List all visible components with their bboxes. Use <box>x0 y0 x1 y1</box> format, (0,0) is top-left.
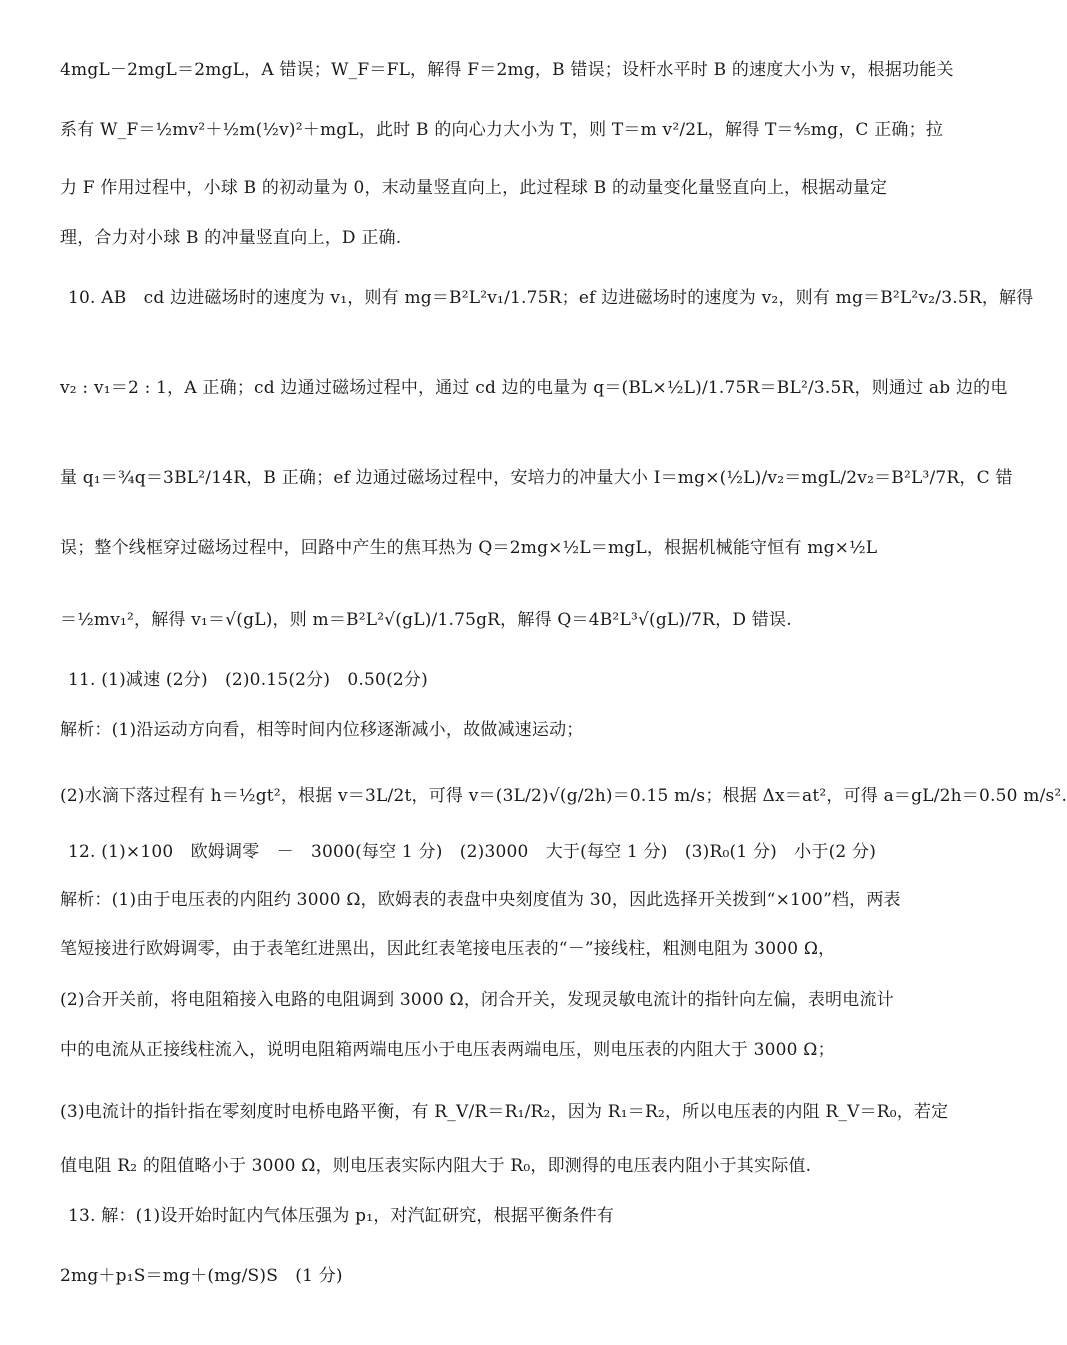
text-line: 2mg＋p₁S＝mg＋(mg/S)S (1 分) <box>60 1266 343 1286</box>
text-line: ＝½mv₁²，解得 v₁＝√(gL)，则 m＝B²L²√(gL)/1.75gR，解得 Q＝4B²L³√(gL)/7R，D 错误. <box>60 610 792 630</box>
text-line: 误；整个线框穿过磁场过程中，回路中产生的焦耳热为 Q＝2mg×½L＝mgL，根据机械能守恒有 mg×½L <box>60 538 878 558</box>
answer-11-line: 11. (1)减速 (2分) (2)0.15(2分) 0.50(2分) <box>68 670 428 690</box>
answer-12-line: 12. (1)×100 欧姆调零 － 3000(每空 1 分) (2)3000 大于(每空 1 分) (3)R₀(1 分) 小于(2 分) <box>68 842 877 862</box>
text-line: 中的电流从正接线柱流入，说明电阻箱两端电压小于电压表两端电压，则电压表的内阻大于 3000 Ω； <box>60 1040 835 1060</box>
analysis-line: 解析：(1)由于电压表的内阻约 3000 Ω，欧姆表的表盘中央刻度值为 30，因此选择开关拨到“×100”档，两表 <box>60 890 901 910</box>
text-line: 量 q₁＝¾q＝3BL²/14R，B 正确；ef 边通过磁场过程中，安培力的冲量大小 I＝mg×(½L)/v₂＝mgL/2v₂＝B²L³/7R，C 错 <box>60 468 1013 488</box>
answer-13-line: 13. 解：(1)设开始时缸内气体压强为 p₁，对汽缸研究，根据平衡条件有 <box>68 1206 615 1226</box>
text-line: (2)合开关前，将电阻箱接入电路的电阻调到 3000 Ω，闭合开关，发现灵敏电流计的指针向左偏，表明电流计 <box>60 990 894 1010</box>
text-line: 值电阻 R₂ 的阻值略小于 3000 Ω，则电压表实际内阻大于 R₀，即测得的电压表内阻小于其实际值. <box>60 1156 812 1176</box>
text-line: 4mgL－2mgL＝2mgL，A 错误；W_F＝FL，解得 F＝2mg，B 错误；设杆水平时 B 的速度大小为 v，根据功能关 <box>60 60 954 80</box>
text-line: 理，合力对小球 B 的冲量竖直向上，D 正确. <box>60 228 402 248</box>
text-line: (2)水滴下落过程有 h＝½gt²，根据 v＝3L/2t，可得 v＝(3L/2)√(g/2h)＝0.15 m/s；根据 Δx＝at²，可得 a＝gL/2h＝0.50 m/s². <box>60 786 1067 806</box>
text-line: 系有 W_F＝½mv²＋½m(½v)²＋mgL，此时 B 的向心力大小为 T，则 T＝m v²/2L，解得 T＝⁴⁄₅mg，C 正确；拉 <box>60 120 944 140</box>
text-line: 力 F 作用过程中，小球 B 的初动量为 0，末动量竖直向上，此过程球 B 的动量变化量竖直向上，根据动量定 <box>60 178 888 198</box>
analysis-line: 解析：(1)沿运动方向看，相等时间内位移逐渐减小，故做减速运动； <box>60 720 584 740</box>
answer-10-line: 10. AB cd 边进磁场时的速度为 v₁，则有 mg＝B²L²v₁/1.75R；ef 边进磁场时的速度为 v₂，则有 mg＝B²L²v₂/3.5R，解得 <box>68 288 1034 308</box>
text-line: 笔短接进行欧姆调零，由于表笔红进黑出，因此红表笔接电压表的“－”接线柱，粗测电阻为 3000 Ω， <box>60 939 836 959</box>
text-line: (3)电流计的指针指在零刻度时电桥电路平衡，有 R_V/R＝R₁/R₂，因为 R₁＝R₂，所以电压表的内阻 R_V＝R₀，若定 <box>60 1102 949 1122</box>
text-line: v₂ : v₁＝2 : 1，A 正确；cd 边通过磁场过程中，通过 cd 边的电量为 q＝(BL×½L)/1.75R＝BL²/3.5R，则通过 ab 边的电 <box>60 378 1008 398</box>
